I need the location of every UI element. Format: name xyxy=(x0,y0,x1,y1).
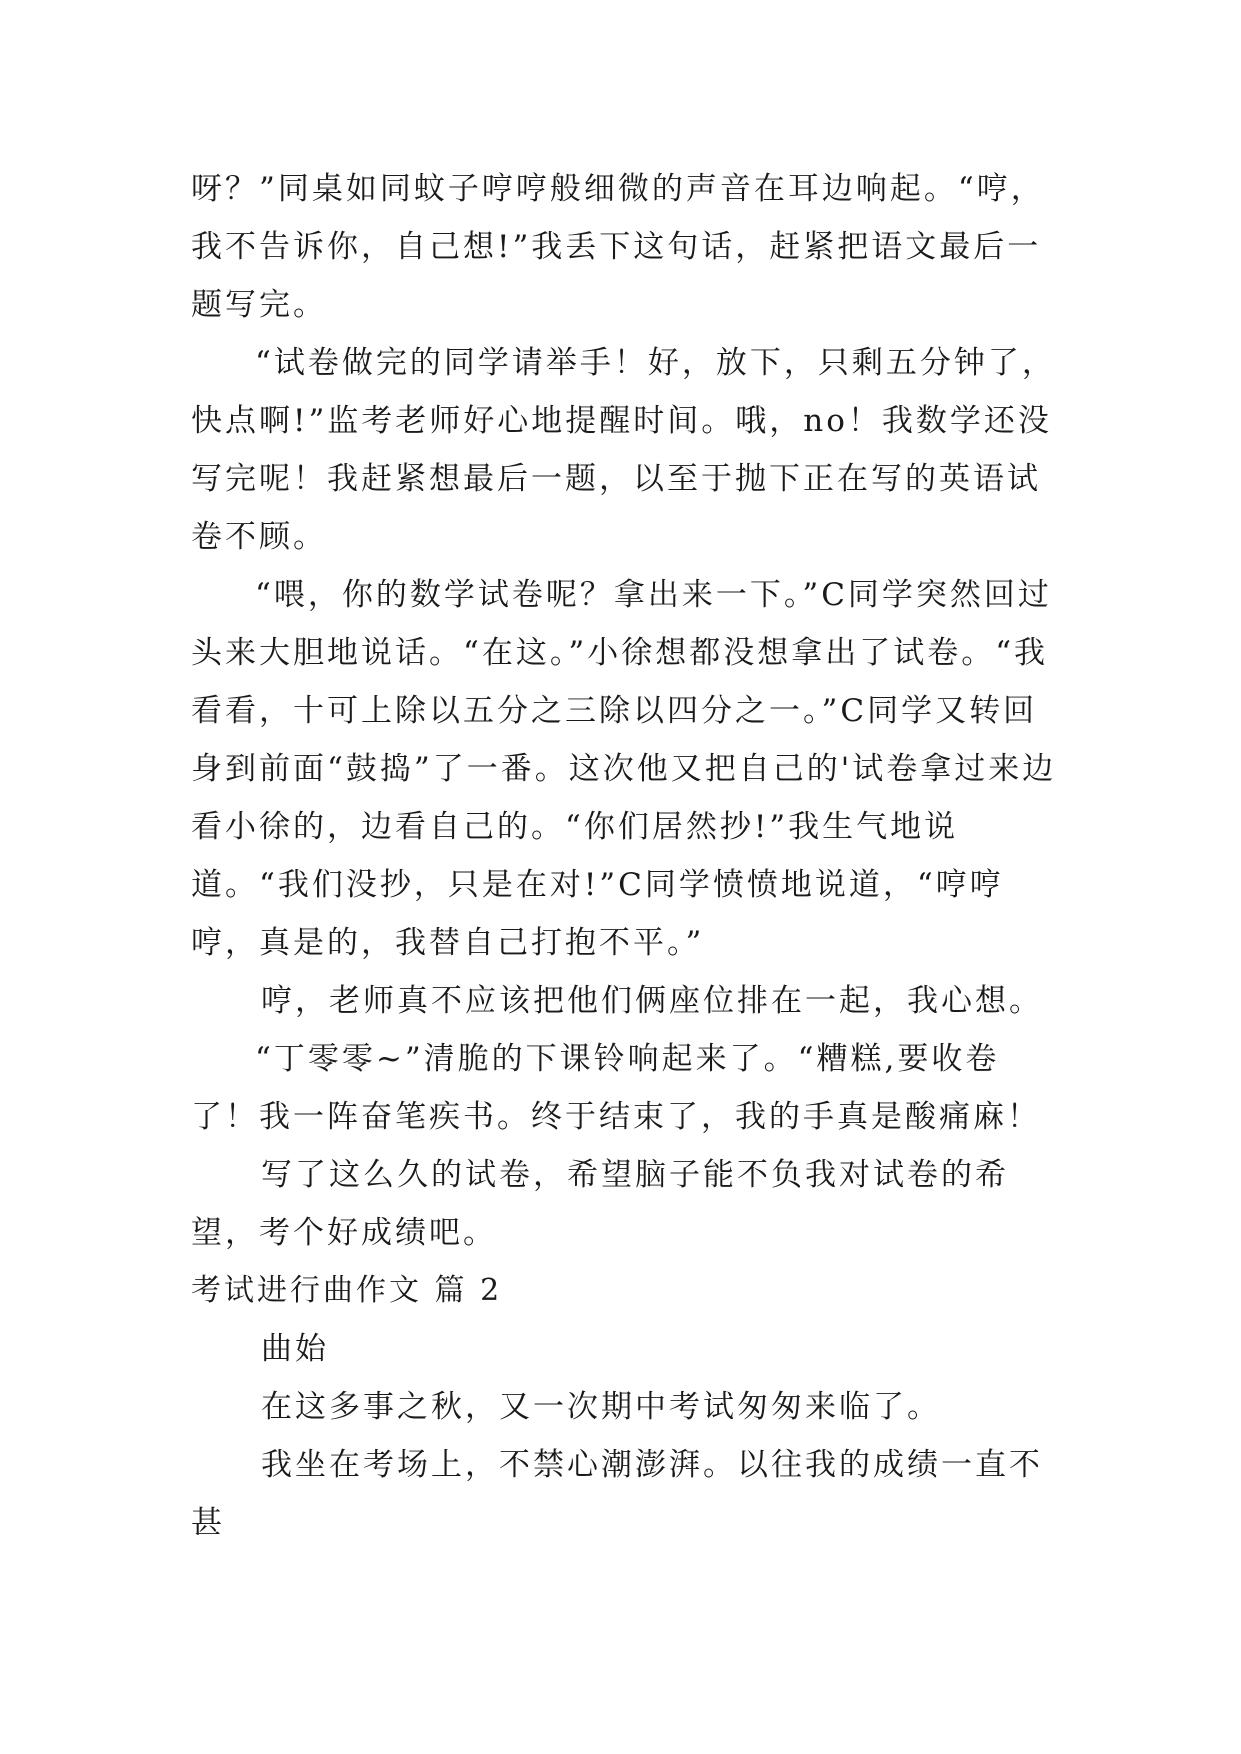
paragraph-bell-rings: “丁零零~”清脆的下课铃响起来了。“糟糕,要收卷了！我一阵奋笔疾书。终于结束了，我的手真是酸痛麻！ xyxy=(191,1041,1041,1135)
paragraph-classmate-copying: “喂，你的数学试卷呢？拿出来一下。”C同学突然回过头来大胆地说话。“在这。”小徐想都没想拿出了试卷。“我看看，十可上除以五分之三除以四分之一。”C同学又转回身到前面“鼓捣”了一番。这次他又把自己的'试卷拿过来边看小徐的，边看自己的。“你们居然抄!”我生气地说道。“我们没抄，只是在对!”C同学愤愤地说道，“哼哼哼，真是的，我替自己打抱不平。” xyxy=(191,577,1057,961)
paragraph-teacher-seating: 哼，老师真不应该把他们俩座位排在一起，我心想。 xyxy=(261,983,1043,1019)
paragraph-overture: 曲始 xyxy=(261,1331,329,1367)
section-title: 考试进行曲作文 篇 2 xyxy=(191,1273,503,1308)
paragraph-continuation: 呀？”同桌如同蚊子哼哼般细微的声音在耳边响起。“哼，我不告诉你，自己想!”我丢下这句话，赶紧把语文最后一题写完。 xyxy=(191,171,1045,323)
document-body xyxy=(191,160,1061,1552)
paragraph-hope: 写了这么久的试卷，希望脑子能不负我对试卷的希望，考个好成绩吧。 xyxy=(191,1157,1009,1251)
paragraph-in-exam-room: 我坐在考场上，不禁心潮澎湃。以往我的成绩一直不甚 xyxy=(191,1447,1043,1541)
paragraph-exam-coming: 在这多事之秋，又一次期中考试匆匆来临了。 xyxy=(261,1389,941,1425)
paragraph-invigilator-reminder: “试卷做完的同学请举手！好，放下，只剩五分钟了，快点啊!”监考老师好心地提醒时间。哦，no！我数学还没写完呢！我赶紧想最后一题，以至于抛下正在写的英语试卷不顾。 xyxy=(191,345,1056,555)
